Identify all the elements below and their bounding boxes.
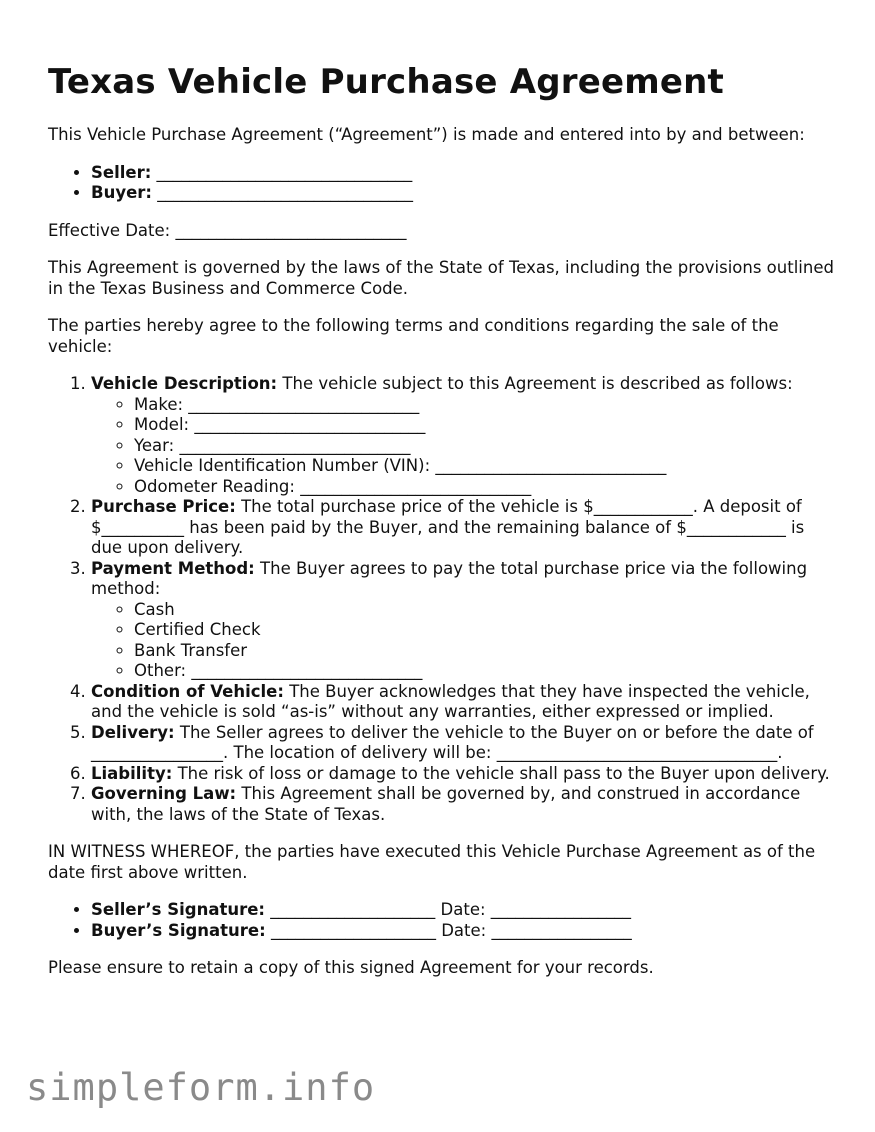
list-item: ◦ Model: ____________________________ — [134, 415, 838, 436]
list-item: ◦ Year: ____________________________ — [134, 436, 838, 457]
list-item: ◦ Other: ____________________________ — [134, 661, 838, 682]
list-item: ◦ Odometer Reading: ____________________________ — [134, 477, 838, 498]
witness-paragraph: IN WITNESS WHEREOF, the parties have executed this Vehicle Purchase Agreement as of the date first above written. — [48, 842, 816, 882]
term-text: The Seller agrees to deliver the vehicle to the Buyer on or before the date of ________________. The location of delivery will be: __________________________________. — [91, 722, 814, 762]
terms-list — [48, 374, 838, 825]
term-label: Vehicle Description: — [91, 374, 278, 393]
effective-date: Effective Date: ____________________________ — [48, 220, 407, 240]
buyer-blank: _______________________________ — [152, 183, 414, 202]
document-page — [48, 0, 838, 979]
seller-signature-label: Seller’s Signature: — [91, 900, 266, 919]
closing-note: Please ensure to retain a copy of this signed Agreement for your records. — [48, 958, 654, 977]
terms-intro: The parties hereby agree to the following terms and conditions regarding the sale of the vehicle: — [48, 316, 779, 356]
list-item: ◦ Cash — [134, 600, 838, 621]
list-item: ◦ Bank Transfer — [134, 641, 838, 662]
vehicle-details-list — [91, 395, 838, 498]
term-vehicle-description — [91, 374, 838, 497]
term-label: Liability: — [91, 763, 173, 783]
document-title: Texas Vehicle Purchase Agreement — [48, 62, 724, 102]
term-text: This Agreement shall be governed by, and construed in accordance with, the laws of the State of Texas. — [91, 784, 801, 824]
term-label: Governing Law: — [91, 784, 237, 803]
payment-options-list — [91, 600, 838, 682]
watermark: simpleform.info — [26, 1066, 376, 1109]
parties-list — [48, 163, 838, 204]
term-payment-method — [91, 559, 838, 682]
term-condition — [91, 682, 838, 723]
list-item: ◦ Certified Check — [134, 620, 838, 641]
term-label: Payment Method: — [91, 558, 255, 578]
buyer-label: Buyer: — [91, 183, 153, 202]
term-label: Condition of Vehicle: — [91, 681, 284, 701]
term-label: Purchase Price: — [91, 497, 236, 516]
signatures-list — [48, 900, 838, 941]
list-item — [91, 921, 838, 942]
seller-blank: _______________________________ — [151, 162, 413, 182]
governing-intro: This Agreement is governed by the laws of the State of Texas, including the provisions outlined in the Texas Business and Commerce Code. — [48, 258, 834, 298]
list-item — [91, 900, 838, 921]
list-item: ◦ Make: ____________________________ — [134, 395, 838, 416]
list-item — [91, 183, 838, 204]
buyer-signature-label: Buyer’s Signature: — [91, 920, 266, 940]
term-text: The Buyer agrees to pay the total purchase price via the following method: — [91, 558, 808, 598]
seller-label: Seller: — [91, 162, 152, 182]
term-text: The vehicle subject to this Agreement is described as follows: — [277, 374, 793, 393]
term-liability — [91, 764, 838, 785]
list-item — [91, 163, 838, 184]
seller-signature-blank: ____________________ Date: _________________ — [265, 900, 632, 919]
term-delivery — [91, 723, 838, 764]
intro-paragraph: This Vehicle Purchase Agreement (“Agreement”) is made and entered into by and between: — [48, 125, 805, 144]
term-governing-law — [91, 784, 838, 825]
term-text: The total purchase price of the vehicle is $____________. A deposit of $__________ has been paid by the Buyer, and the remaining balance of $____________ is due upon delivery. — [91, 497, 805, 557]
term-label: Delivery: — [91, 722, 175, 742]
buyer-signature-blank: ____________________ Date: _________________ — [265, 920, 632, 940]
term-text: The risk of loss or damage to the vehicle shall pass to the Buyer upon delivery. — [172, 763, 830, 783]
term-purchase-price — [91, 497, 838, 559]
term-text: The Buyer acknowledges that they have inspected the vehicle, and the vehicle is sold “as-is” without any warranties, either expressed or implied. — [91, 681, 810, 721]
list-item: ◦ Vehicle Identification Number (VIN): ____________________________ — [134, 456, 838, 477]
